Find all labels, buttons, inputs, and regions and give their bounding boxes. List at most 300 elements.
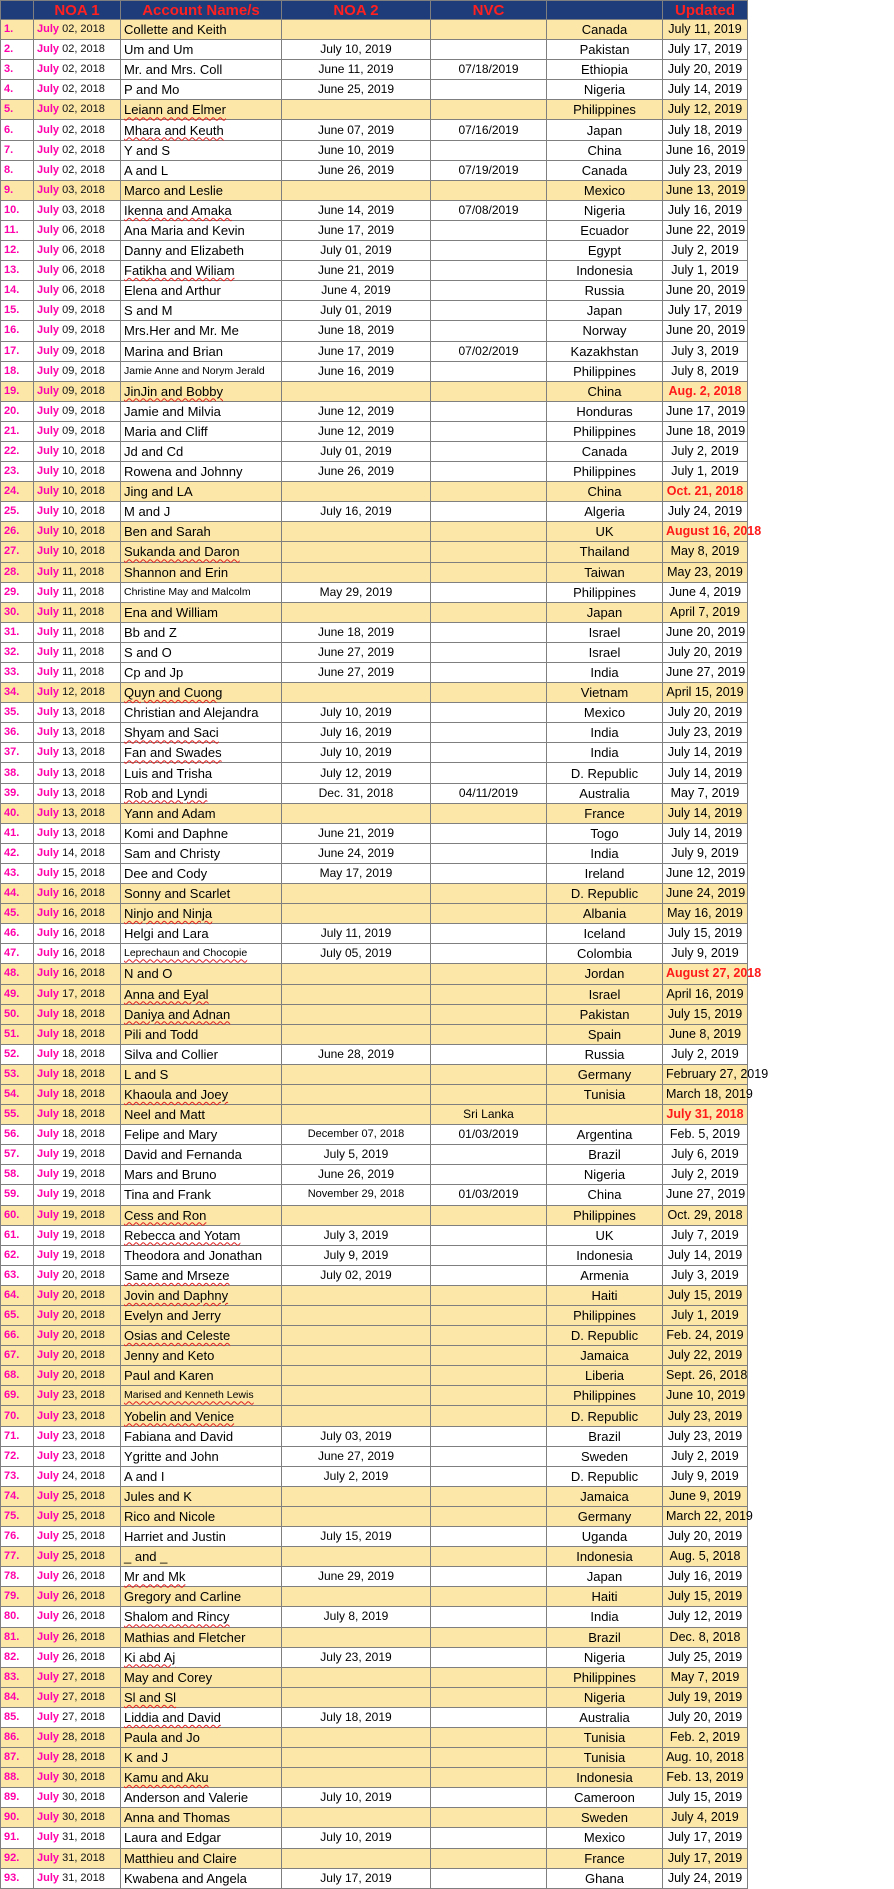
account-name-text: Gregory and Carline bbox=[124, 1589, 242, 1605]
noa1-month: July bbox=[37, 1349, 60, 1362]
noa2-date bbox=[282, 542, 431, 562]
updated-date: July 9, 2019 bbox=[663, 843, 748, 863]
account-name-text: A and I bbox=[124, 1468, 165, 1484]
account-name-text: Mars and Bruno bbox=[124, 1167, 217, 1183]
updated-date: Oct. 29, 2018 bbox=[663, 1205, 748, 1225]
noa1-day-year: 26, 2018 bbox=[62, 1590, 105, 1603]
account-name-text: Kamu and Aku bbox=[124, 1770, 209, 1786]
nvc-value bbox=[431, 261, 547, 281]
noa1-date bbox=[34, 1788, 121, 1808]
updated-date: April 15, 2019 bbox=[663, 683, 748, 703]
noa2-date bbox=[282, 1205, 431, 1225]
account-name bbox=[121, 1647, 282, 1667]
account-name-text: Christine May and Malcolm bbox=[124, 585, 251, 598]
noa2-date: December 07, 2018 bbox=[282, 1125, 431, 1145]
table-row bbox=[1, 502, 748, 522]
noa1-day-year: 02, 2018 bbox=[62, 103, 105, 116]
noa2-date bbox=[282, 984, 431, 1004]
nvc-value bbox=[431, 1366, 547, 1386]
noa1-day-year: 25, 2018 bbox=[62, 1509, 105, 1522]
table-row bbox=[1, 1768, 748, 1788]
row-number: 39. bbox=[1, 783, 34, 803]
nvc-value bbox=[431, 1446, 547, 1466]
account-name bbox=[121, 40, 282, 60]
account-name bbox=[121, 321, 282, 341]
updated-date: July 8, 2019 bbox=[663, 361, 748, 381]
updated-date: July 20, 2019 bbox=[663, 642, 748, 662]
noa1-date bbox=[34, 1607, 121, 1627]
row-number: 59. bbox=[1, 1185, 34, 1205]
noa1-date bbox=[34, 421, 121, 441]
noa1-date bbox=[34, 1346, 121, 1366]
row-number: 51. bbox=[1, 1024, 34, 1044]
table-row bbox=[1, 1205, 748, 1225]
row-number: 36. bbox=[1, 723, 34, 743]
noa2-date: June 28, 2019 bbox=[282, 1044, 431, 1064]
noa2-date: June 18, 2019 bbox=[282, 622, 431, 642]
row-number: 75. bbox=[1, 1506, 34, 1526]
account-name bbox=[121, 964, 282, 984]
noa1-month: July bbox=[37, 1389, 60, 1402]
header-noa2: NOA 2 bbox=[282, 1, 431, 20]
account-name-text: Marised and Kenneth Lewis bbox=[124, 1389, 254, 1402]
row-number: 79. bbox=[1, 1587, 34, 1607]
country: Brazil bbox=[547, 1145, 663, 1165]
noa2-date bbox=[282, 602, 431, 622]
noa2-date: July 3, 2019 bbox=[282, 1225, 431, 1245]
noa2-date bbox=[282, 884, 431, 904]
header-number bbox=[1, 1, 34, 20]
noa1-date bbox=[34, 200, 121, 220]
account-name-text: Fatikha and Wiliam bbox=[124, 263, 235, 279]
noa1-date bbox=[34, 1185, 121, 1205]
noa1-month: July bbox=[37, 1791, 60, 1804]
noa1-date bbox=[34, 663, 121, 683]
account-name bbox=[121, 1707, 282, 1727]
account-name bbox=[121, 1084, 282, 1104]
table-row bbox=[1, 582, 748, 602]
noa1-month: July bbox=[37, 203, 60, 216]
account-name-text: Mathias and Fletcher bbox=[124, 1629, 246, 1645]
account-name-text: Tina and Frank bbox=[124, 1187, 211, 1203]
table-row bbox=[1, 1105, 748, 1125]
noa1-date bbox=[34, 1868, 121, 1888]
updated-date: May 23, 2019 bbox=[663, 562, 748, 582]
noa1-date bbox=[34, 281, 121, 301]
account-name-text: Ikenna and Amaka bbox=[124, 202, 232, 218]
nvc-value bbox=[431, 100, 547, 120]
account-name-text: Ena and William bbox=[124, 604, 218, 620]
noa1-date bbox=[34, 964, 121, 984]
noa1-month: July bbox=[37, 706, 60, 719]
noa1-date bbox=[34, 1808, 121, 1828]
noa1-day-year: 16, 2018 bbox=[62, 967, 105, 980]
country: India bbox=[547, 723, 663, 743]
country: Australia bbox=[547, 1707, 663, 1727]
account-name-text: Jenny and Keto bbox=[124, 1348, 215, 1364]
noa1-day-year: 11, 2018 bbox=[62, 666, 105, 679]
table-row bbox=[1, 1225, 748, 1245]
account-name-text: Pili and Todd bbox=[124, 1026, 199, 1042]
row-number: 60. bbox=[1, 1205, 34, 1225]
noa1-month: July bbox=[37, 987, 60, 1000]
nvc-value bbox=[431, 642, 547, 662]
nvc-value: 04/11/2019 bbox=[431, 783, 547, 803]
noa1-month: July bbox=[37, 565, 60, 578]
nvc-value bbox=[431, 482, 547, 502]
noa1-month: July bbox=[37, 585, 60, 598]
nvc-value bbox=[431, 381, 547, 401]
noa1-date bbox=[34, 1466, 121, 1486]
noa2-date bbox=[282, 1406, 431, 1426]
updated-date: July 19, 2019 bbox=[663, 1687, 748, 1707]
account-name-text: Felipe and Mary bbox=[124, 1127, 218, 1143]
noa1-date bbox=[34, 863, 121, 883]
noa1-month: July bbox=[37, 1771, 60, 1784]
noa2-date bbox=[282, 482, 431, 502]
noa1-month: July bbox=[37, 846, 60, 859]
account-name-text: Anna and Thomas bbox=[124, 1810, 230, 1826]
updated-date: May 7, 2019 bbox=[663, 1667, 748, 1687]
noa2-date: June 27, 2019 bbox=[282, 663, 431, 683]
noa1-month: July bbox=[37, 123, 60, 136]
noa1-month: July bbox=[37, 1128, 60, 1141]
noa1-day-year: 18, 2018 bbox=[62, 1128, 105, 1141]
country: Canada bbox=[547, 20, 663, 40]
noa1-day-year: 16, 2018 bbox=[62, 887, 105, 900]
noa1-date bbox=[34, 20, 121, 40]
row-number: 1. bbox=[1, 20, 34, 40]
noa2-date bbox=[282, 1808, 431, 1828]
noa2-date: June 07, 2019 bbox=[282, 120, 431, 140]
nvc-value bbox=[431, 1707, 547, 1727]
account-name bbox=[121, 542, 282, 562]
noa2-date: June 16, 2019 bbox=[282, 361, 431, 381]
noa1-day-year: 13, 2018 bbox=[62, 786, 105, 799]
noa1-day-year: 03, 2018 bbox=[62, 203, 105, 216]
noa2-date: July 01, 2019 bbox=[282, 441, 431, 461]
nvc-value bbox=[431, 220, 547, 240]
nvc-value bbox=[431, 502, 547, 522]
row-number: 91. bbox=[1, 1828, 34, 1848]
account-name-text: Jovin and Daphny bbox=[124, 1287, 229, 1303]
noa1-date bbox=[34, 100, 121, 120]
row-number: 78. bbox=[1, 1567, 34, 1587]
account-name bbox=[121, 1105, 282, 1125]
account-name bbox=[121, 1185, 282, 1205]
updated-date: July 2, 2019 bbox=[663, 241, 748, 261]
account-name bbox=[121, 1024, 282, 1044]
account-name-text: Rebecca and Yotam bbox=[124, 1227, 241, 1243]
updated-date: March 18, 2019 bbox=[663, 1084, 748, 1104]
noa1-date bbox=[34, 1667, 121, 1687]
nvc-value bbox=[431, 723, 547, 743]
noa1-day-year: 20, 2018 bbox=[62, 1329, 105, 1342]
noa1-month: July bbox=[37, 1570, 60, 1583]
country: Armenia bbox=[547, 1265, 663, 1285]
noa1-month: July bbox=[37, 143, 60, 156]
row-number: 56. bbox=[1, 1125, 34, 1145]
row-number: 62. bbox=[1, 1245, 34, 1265]
nvc-value bbox=[431, 361, 547, 381]
row-number: 43. bbox=[1, 863, 34, 883]
noa2-date: June 26, 2019 bbox=[282, 1165, 431, 1185]
updated-date: July 14, 2019 bbox=[663, 803, 748, 823]
noa1-day-year: 23, 2018 bbox=[62, 1389, 105, 1402]
account-name bbox=[121, 241, 282, 261]
country: Germany bbox=[547, 1506, 663, 1526]
account-name-text: Cp and Jp bbox=[124, 665, 184, 681]
noa1-month: July bbox=[37, 244, 60, 257]
account-name-text: Elena and Arthur bbox=[124, 283, 221, 299]
account-name-text: Um and Um bbox=[124, 42, 194, 58]
noa1-day-year: 02, 2018 bbox=[62, 123, 105, 136]
noa1-day-year: 02, 2018 bbox=[62, 43, 105, 56]
table-row bbox=[1, 220, 748, 240]
noa1-date bbox=[34, 1064, 121, 1084]
account-name-text: Jamie Anne and Norym Jerald bbox=[124, 364, 265, 377]
updated-date: June 13, 2019 bbox=[663, 180, 748, 200]
account-name bbox=[121, 843, 282, 863]
updated-date: August 16, 2018 bbox=[663, 522, 748, 542]
noa1-day-year: 02, 2018 bbox=[62, 143, 105, 156]
updated-date: June 20, 2019 bbox=[663, 321, 748, 341]
account-name-text: Sl and Sl bbox=[124, 1689, 177, 1705]
noa1-month: July bbox=[37, 1731, 60, 1744]
row-number: 41. bbox=[1, 823, 34, 843]
country: UK bbox=[547, 522, 663, 542]
updated-date: July 23, 2019 bbox=[663, 160, 748, 180]
noa1-date bbox=[34, 683, 121, 703]
noa2-date: June 26, 2019 bbox=[282, 462, 431, 482]
updated-date: June 24, 2019 bbox=[663, 884, 748, 904]
noa1-month: July bbox=[37, 625, 60, 638]
header-nvc: NVC bbox=[431, 1, 547, 20]
noa2-date: June 27, 2019 bbox=[282, 1446, 431, 1466]
noa2-date: July 10, 2019 bbox=[282, 743, 431, 763]
noa2-date: June 17, 2019 bbox=[282, 220, 431, 240]
noa1-month: July bbox=[37, 23, 60, 36]
account-name-text: Marco and Leslie bbox=[124, 182, 223, 198]
account-name bbox=[121, 140, 282, 160]
row-number: 71. bbox=[1, 1426, 34, 1446]
nvc-value: 07/08/2019 bbox=[431, 200, 547, 220]
noa2-date: July 10, 2019 bbox=[282, 40, 431, 60]
account-name-text: Shyam and Saci bbox=[124, 725, 219, 741]
row-number: 37. bbox=[1, 743, 34, 763]
noa2-date bbox=[282, 1386, 431, 1406]
noa1-date bbox=[34, 441, 121, 461]
account-name-text: Y and S bbox=[124, 142, 171, 158]
account-name bbox=[121, 1386, 282, 1406]
noa1-date bbox=[34, 1245, 121, 1265]
noa2-date bbox=[282, 1848, 431, 1868]
account-name bbox=[121, 1285, 282, 1305]
noa1-day-year: 13, 2018 bbox=[62, 746, 105, 759]
noa1-date bbox=[34, 462, 121, 482]
row-number: 93. bbox=[1, 1868, 34, 1888]
noa1-month: July bbox=[37, 666, 60, 679]
country: Israel bbox=[547, 622, 663, 642]
noa1-month: July bbox=[37, 63, 60, 76]
noa2-date bbox=[282, 803, 431, 823]
updated-date: April 16, 2019 bbox=[663, 984, 748, 1004]
noa1-date bbox=[34, 1225, 121, 1245]
noa2-date bbox=[282, 20, 431, 40]
noa1-day-year: 11, 2018 bbox=[62, 645, 105, 658]
nvc-value bbox=[431, 1004, 547, 1024]
noa2-date: July 17, 2019 bbox=[282, 1868, 431, 1888]
noa1-date bbox=[34, 743, 121, 763]
country: D. Republic bbox=[547, 1406, 663, 1426]
header-country bbox=[547, 1, 663, 20]
updated-date: July 24, 2019 bbox=[663, 502, 748, 522]
noa1-month: July bbox=[37, 1288, 60, 1301]
table-row bbox=[1, 1285, 748, 1305]
noa1-date bbox=[34, 120, 121, 140]
noa1-month: July bbox=[37, 1228, 60, 1241]
noa1-day-year: 20, 2018 bbox=[62, 1288, 105, 1301]
account-name bbox=[121, 1748, 282, 1768]
row-number: 2. bbox=[1, 40, 34, 60]
table-row bbox=[1, 60, 748, 80]
noa1-day-year: 25, 2018 bbox=[62, 1489, 105, 1502]
account-name bbox=[121, 1527, 282, 1547]
nvc-value bbox=[431, 1064, 547, 1084]
noa1-month: July bbox=[37, 485, 60, 498]
nvc-value: 07/16/2019 bbox=[431, 120, 547, 140]
noa1-date bbox=[34, 1446, 121, 1466]
nvc-value: 07/19/2019 bbox=[431, 160, 547, 180]
row-number: 13. bbox=[1, 261, 34, 281]
noa1-day-year: 20, 2018 bbox=[62, 1309, 105, 1322]
header-noa1: NOA 1 bbox=[34, 1, 121, 20]
country: Colombia bbox=[547, 944, 663, 964]
noa2-date bbox=[282, 381, 431, 401]
noa2-date: July 10, 2019 bbox=[282, 703, 431, 723]
updated-date: July 15, 2019 bbox=[663, 1285, 748, 1305]
nvc-value bbox=[431, 1486, 547, 1506]
noa1-day-year: 26, 2018 bbox=[62, 1610, 105, 1623]
noa1-day-year: 14, 2018 bbox=[62, 846, 105, 859]
noa1-day-year: 19, 2018 bbox=[62, 1228, 105, 1241]
account-name-text: Maria and Cliff bbox=[124, 423, 208, 439]
account-name-text: Bb and Z bbox=[124, 624, 177, 640]
noa1-date bbox=[34, 180, 121, 200]
row-number: 54. bbox=[1, 1084, 34, 1104]
noa2-date: May 29, 2019 bbox=[282, 582, 431, 602]
noa1-date bbox=[34, 220, 121, 240]
noa1-day-year: 19, 2018 bbox=[62, 1148, 105, 1161]
noa1-date bbox=[34, 1627, 121, 1647]
noa1-day-year: 10, 2018 bbox=[62, 545, 105, 558]
row-number: 35. bbox=[1, 703, 34, 723]
account-name-text: Rowena and Johnny bbox=[124, 464, 243, 480]
nvc-value bbox=[431, 1667, 547, 1687]
account-name-text: Paula and Jo bbox=[124, 1730, 200, 1746]
noa2-date: July 10, 2019 bbox=[282, 1788, 431, 1808]
noa1-day-year: 19, 2018 bbox=[62, 1248, 105, 1261]
row-number: 90. bbox=[1, 1808, 34, 1828]
table-row bbox=[1, 1788, 748, 1808]
updated-date: July 14, 2019 bbox=[663, 763, 748, 783]
row-number: 12. bbox=[1, 241, 34, 261]
header-row bbox=[1, 1, 748, 20]
noa1-date bbox=[34, 803, 121, 823]
updated-date: May 7, 2019 bbox=[663, 783, 748, 803]
noa1-day-year: 16, 2018 bbox=[62, 907, 105, 920]
account-name bbox=[121, 1306, 282, 1326]
updated-date: June 9, 2019 bbox=[663, 1486, 748, 1506]
account-name bbox=[121, 522, 282, 542]
noa2-date bbox=[282, 1285, 431, 1305]
row-number: 73. bbox=[1, 1466, 34, 1486]
account-name bbox=[121, 1004, 282, 1024]
country: Philippines bbox=[547, 1386, 663, 1406]
account-name-text: Laura and Edgar bbox=[124, 1830, 221, 1846]
table-row bbox=[1, 1828, 748, 1848]
account-name bbox=[121, 1768, 282, 1788]
noa2-date: July 23, 2019 bbox=[282, 1647, 431, 1667]
account-name-text: Evelyn and Jerry bbox=[124, 1308, 221, 1324]
row-number: 86. bbox=[1, 1727, 34, 1747]
row-number: 82. bbox=[1, 1647, 34, 1667]
noa1-month: July bbox=[37, 746, 60, 759]
country: Spain bbox=[547, 1024, 663, 1044]
noa1-month: July bbox=[37, 344, 60, 357]
account-name bbox=[121, 863, 282, 883]
noa1-month: July bbox=[37, 786, 60, 799]
noa2-date bbox=[282, 1306, 431, 1326]
noa1-month: July bbox=[37, 1670, 60, 1683]
nvc-value bbox=[431, 683, 547, 703]
table-row bbox=[1, 1687, 748, 1707]
noa2-date bbox=[282, 1326, 431, 1346]
row-number: 63. bbox=[1, 1265, 34, 1285]
table-row bbox=[1, 1024, 748, 1044]
updated-date: July 24, 2019 bbox=[663, 1868, 748, 1888]
account-name bbox=[121, 602, 282, 622]
row-number: 52. bbox=[1, 1044, 34, 1064]
account-name-text: Same and Mrseze bbox=[124, 1267, 230, 1283]
noa2-date: July 16, 2019 bbox=[282, 502, 431, 522]
account-name-text: Kwabena and Angela bbox=[124, 1870, 247, 1886]
row-number: 76. bbox=[1, 1527, 34, 1547]
noa1-day-year: 02, 2018 bbox=[62, 163, 105, 176]
account-name bbox=[121, 763, 282, 783]
noa2-date: June 26, 2019 bbox=[282, 160, 431, 180]
country: Jamaica bbox=[547, 1486, 663, 1506]
country: Uganda bbox=[547, 1527, 663, 1547]
account-name-text: Rob and Lyndi bbox=[124, 785, 208, 801]
noa2-date bbox=[282, 904, 431, 924]
table-row bbox=[1, 703, 748, 723]
table-row bbox=[1, 924, 748, 944]
row-number: 72. bbox=[1, 1446, 34, 1466]
noa1-date bbox=[34, 1567, 121, 1587]
nvc-value bbox=[431, 562, 547, 582]
nvc-value bbox=[431, 1024, 547, 1044]
nvc-value bbox=[431, 1687, 547, 1707]
updated-date: July 20, 2019 bbox=[663, 1527, 748, 1547]
updated-date: June 8, 2019 bbox=[663, 1024, 748, 1044]
noa1-date bbox=[34, 562, 121, 582]
account-name-text: Leprechaun and Chocopie bbox=[124, 947, 248, 960]
account-name-text: Ki abd Aj bbox=[124, 1649, 176, 1665]
country: Nigeria bbox=[547, 200, 663, 220]
account-name bbox=[121, 261, 282, 281]
noa1-month: July bbox=[37, 1248, 60, 1261]
